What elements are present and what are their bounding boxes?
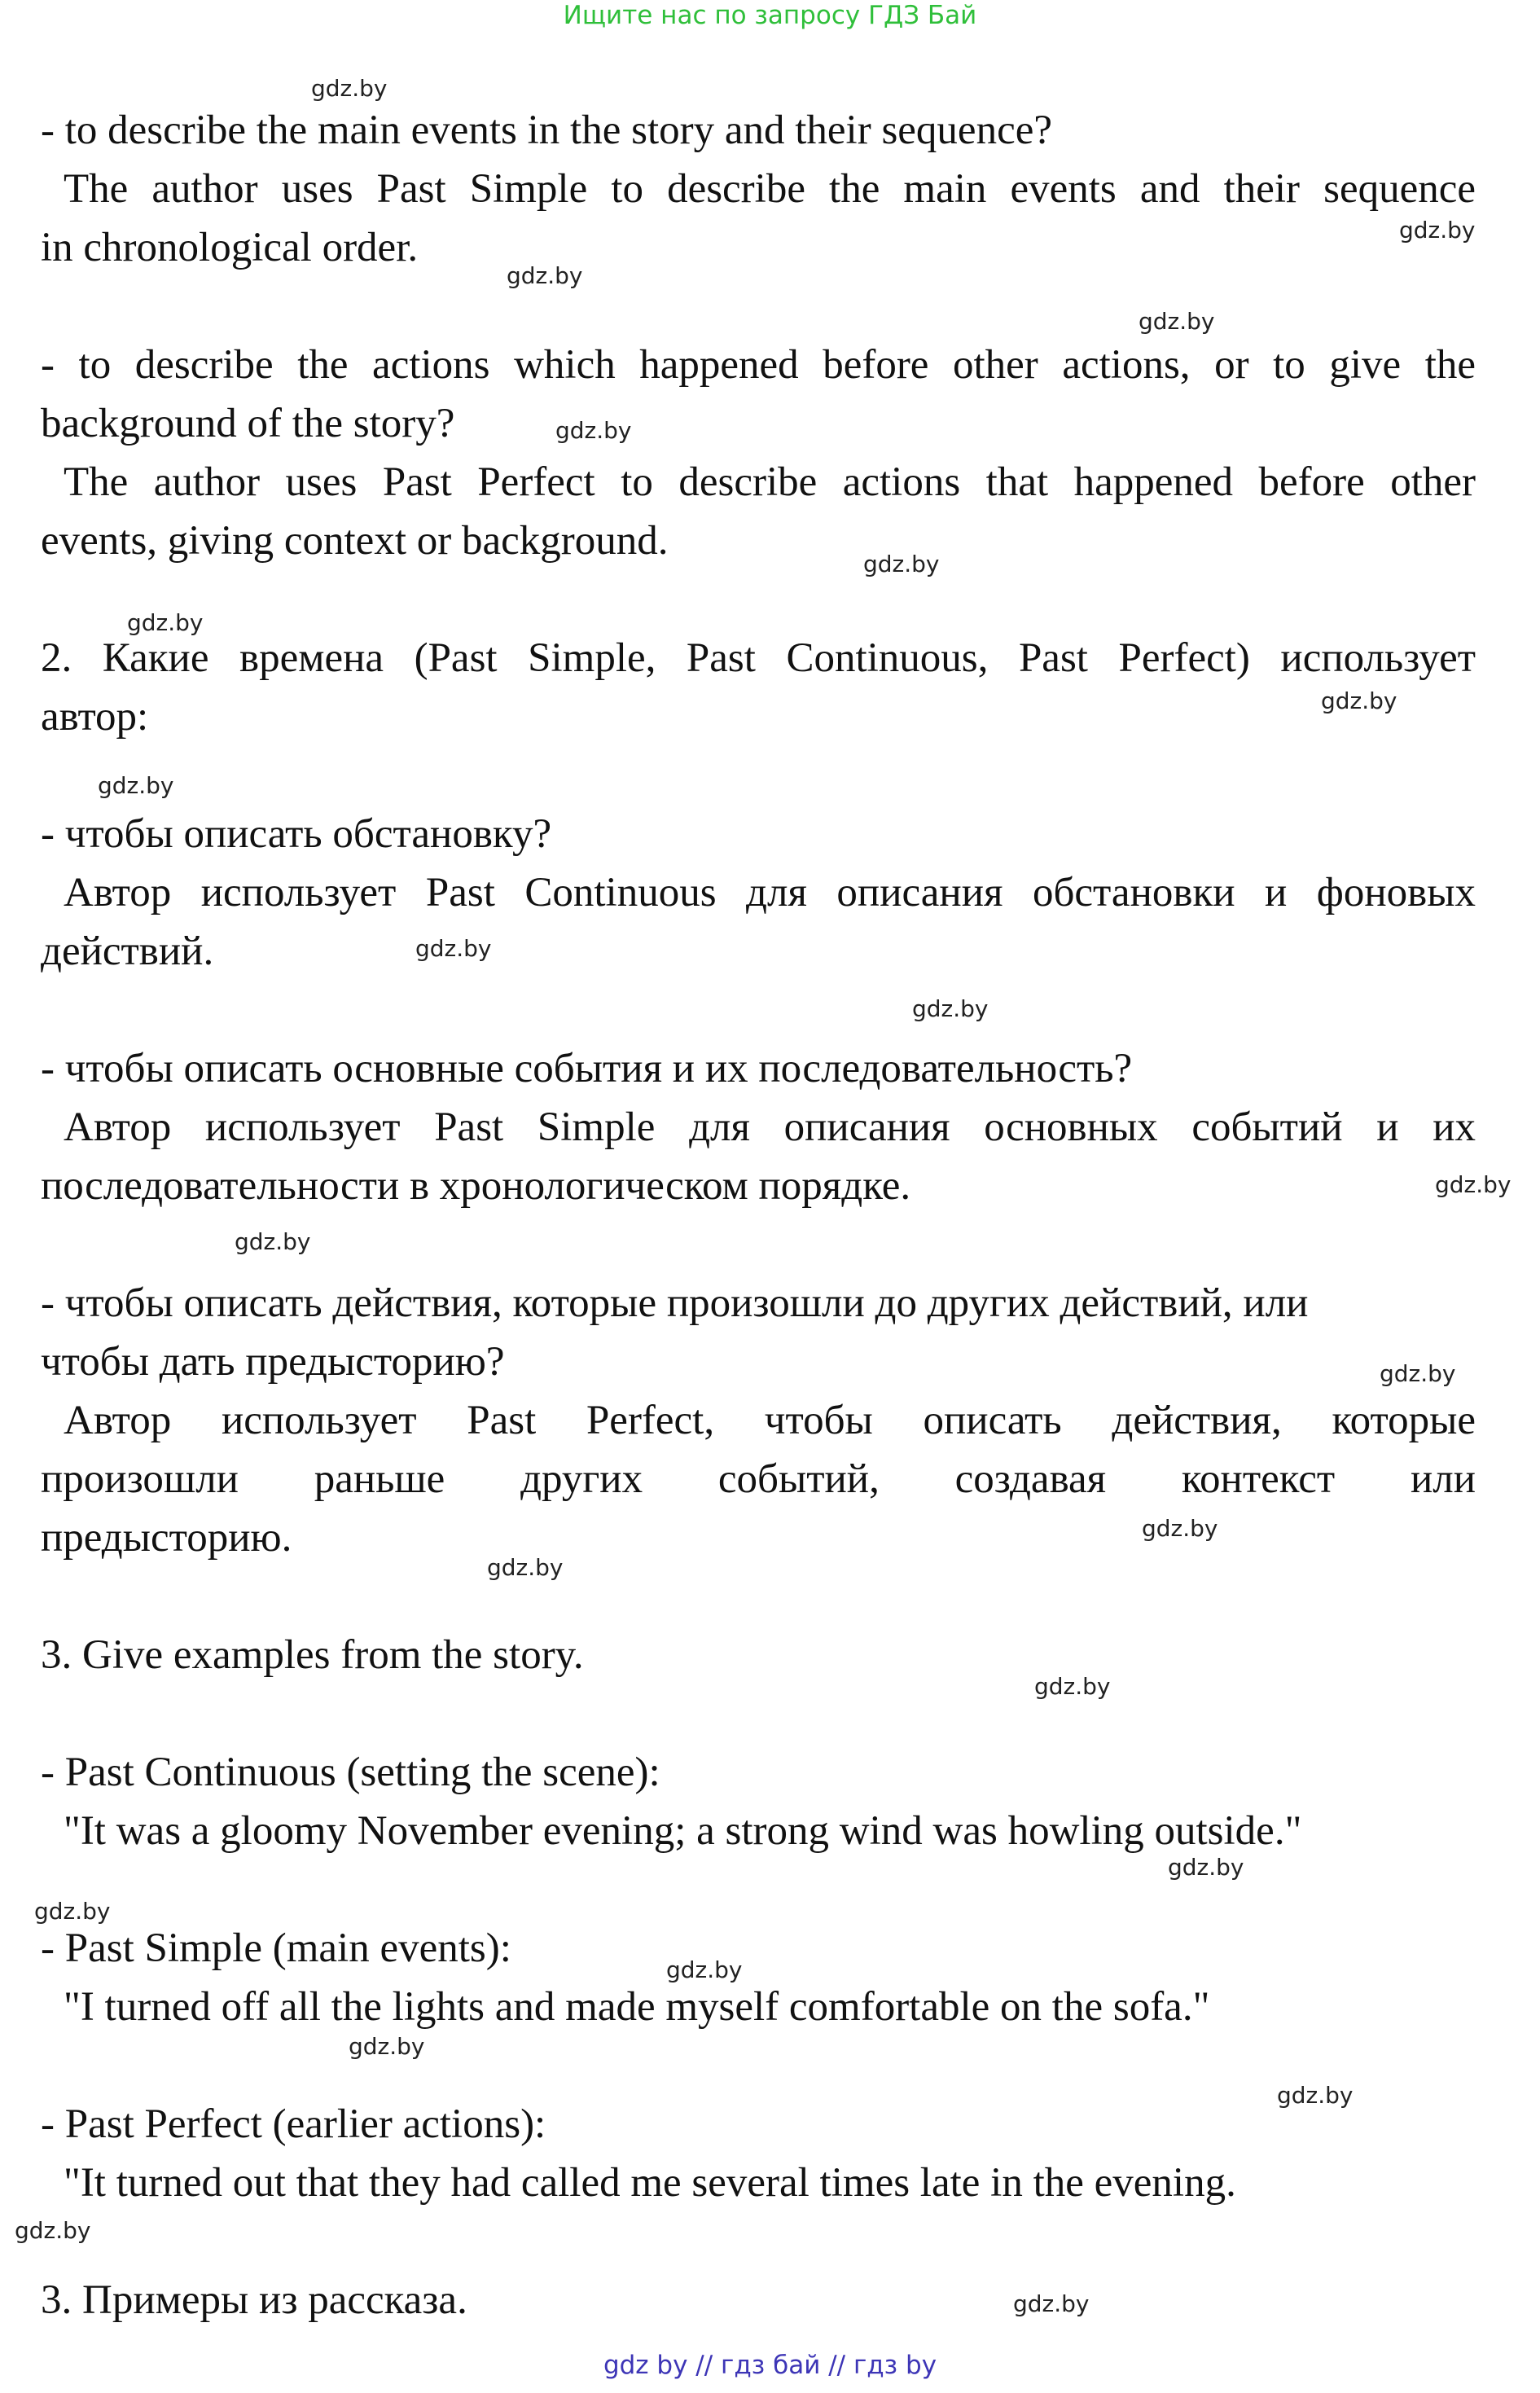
text-line: 2. Какие времена (Past Simple, Past Continuous, Past Perfect) использует xyxy=(41,635,1476,681)
text-line: - Past Continuous (setting the scene): xyxy=(41,1750,660,1795)
text-line: - Past Perfect (earlier actions): xyxy=(41,2101,546,2147)
watermark: gdz.by xyxy=(1277,2082,1354,2109)
text-line: in chronological order. xyxy=(41,225,419,270)
watermark: gdz.by xyxy=(555,417,632,444)
watermark: gdz.by xyxy=(1435,1171,1511,1198)
text-line: - чтобы описать основные события и их последовательность? xyxy=(41,1046,1133,1091)
watermark: gdz.by xyxy=(1380,1360,1456,1387)
watermark: gdz.by xyxy=(349,2033,425,2060)
text-line: - to describe the actions which happened before other actions, or to give the xyxy=(41,342,1476,388)
watermark: gdz.by xyxy=(1013,2290,1090,2317)
watermark: gdz.by xyxy=(487,1554,564,1581)
watermark: gdz.by xyxy=(1139,308,1215,335)
text-line: предысторию. xyxy=(41,1515,292,1561)
text-line: действий. xyxy=(41,929,214,974)
text-line: background of the story? xyxy=(41,401,455,446)
text-line: произошли раньше других событий, создавая контекст или xyxy=(41,1456,1476,1502)
watermark: gdz.by xyxy=(1142,1515,1218,1542)
text-line: "I turned off all the lights and made myself comfortable on the sofa." xyxy=(64,1984,1210,2030)
watermark: gdz.by xyxy=(15,2217,91,2244)
text-line: чтобы дать предысторию? xyxy=(41,1339,505,1385)
text-line: 3. Give examples from the story. xyxy=(41,1632,584,1678)
watermark: gdz.by xyxy=(507,262,583,289)
text-line: "It turned out that they had called me several times late in the evening. xyxy=(64,2160,1236,2206)
watermark: gdz.by xyxy=(415,935,492,962)
watermark: gdz.by xyxy=(912,995,989,1022)
watermark: gdz.by xyxy=(311,75,388,102)
text-line: - Past Simple (main events): xyxy=(41,1925,511,1971)
watermark: gdz.by xyxy=(34,1898,111,1925)
text-line: последовательности в хронологическом порядке. xyxy=(41,1163,911,1209)
text-line: The author uses Past Simple to describe the main events and their sequence xyxy=(64,166,1476,212)
watermark: gdz.by xyxy=(127,609,204,636)
text-line: events, giving context or background. xyxy=(41,518,669,564)
text-line: Автор использует Past Perfect, чтобы описать действия, которые xyxy=(64,1398,1476,1443)
footer-links[interactable]: gdz by // гдз бай // гдз by xyxy=(603,2351,937,2380)
top-banner[interactable]: Ищите нас по запросу ГДЗ Бай xyxy=(563,1,977,30)
text-line: The author uses Past Perfect to describe actions that happened before other xyxy=(64,459,1476,505)
text-line: - чтобы описать действия, которые произошли до других действий, или xyxy=(41,1280,1309,1326)
text-line: Автор использует Past Simple для описания основных событий и их xyxy=(64,1104,1476,1150)
watermark: gdz.by xyxy=(666,1956,743,1983)
text-line: - чтобы описать обстановку? xyxy=(41,811,552,857)
watermark: gdz.by xyxy=(1168,1854,1244,1881)
text-line: "It was a gloomy November evening; a strong wind was howling outside." xyxy=(64,1808,1302,1854)
text-line: 3. Примеры из рассказа. xyxy=(41,2277,467,2323)
text-line: автор: xyxy=(41,694,149,740)
text-line: - to describe the main events in the story and their sequence? xyxy=(41,108,1052,153)
watermark: gdz.by xyxy=(98,772,174,799)
watermark: gdz.by xyxy=(1034,1673,1111,1700)
watermark: gdz.by xyxy=(235,1228,311,1255)
watermark: gdz.by xyxy=(863,551,940,577)
watermark: gdz.by xyxy=(1399,217,1476,244)
text-line: Автор использует Past Continuous для описания обстановки и фоновых xyxy=(64,870,1476,915)
watermark: gdz.by xyxy=(1321,687,1397,714)
